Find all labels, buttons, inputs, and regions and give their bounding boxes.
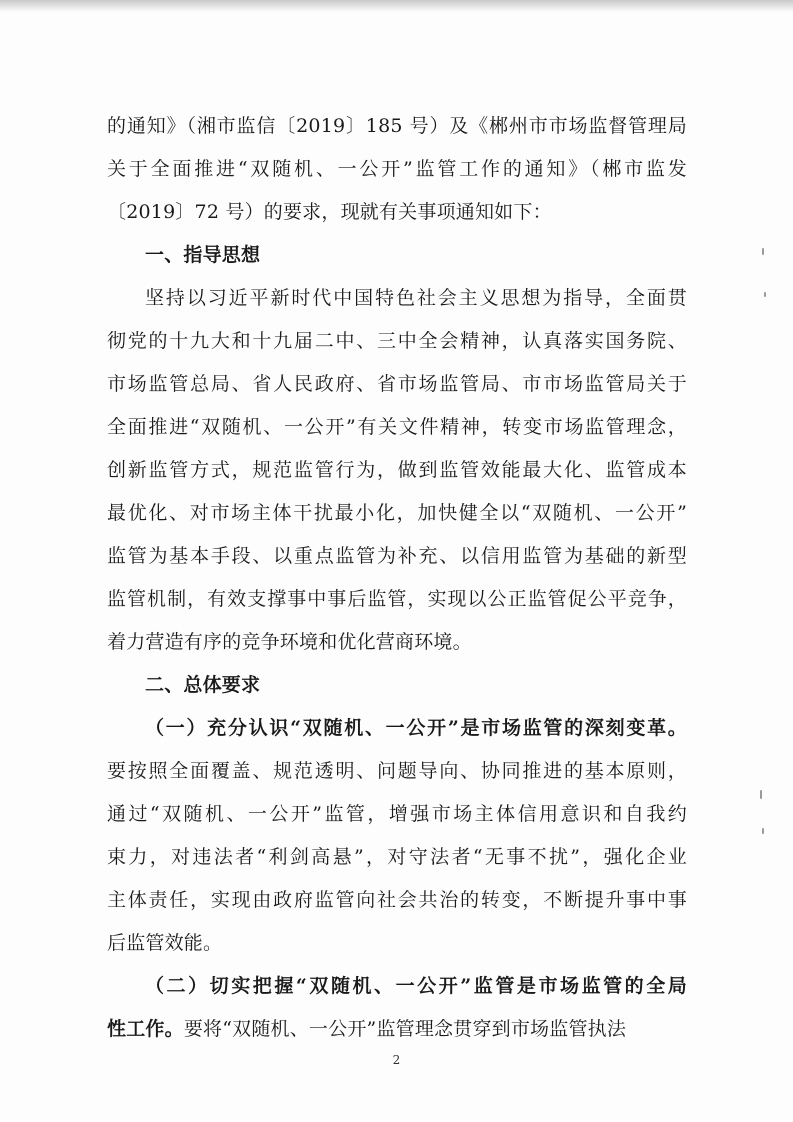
paragraph-line: 主体责任，实现由政府监管向社会共治的转变，不断提升事中事 xyxy=(107,889,687,911)
paragraph-line: 关于全面推进“双随机、一公开”监管工作的通知》（郴市监发 xyxy=(107,158,687,180)
paragraph-line: 要按照全面覆盖、规范透明、问题导向、协同推进的基本原则， xyxy=(107,760,687,782)
paragraph-line: 坚持以习近平新时代中国特色社会主义思想为指导，全面贯 xyxy=(145,287,687,309)
paragraph-line: 〔2019〕72 号）的要求，现就有关事项通知如下： xyxy=(107,201,552,223)
paragraph-line: 全面推进“双随机、一公开”有关文件精神，转变市场监管理念， xyxy=(107,416,687,438)
subsection-heading: （二）切实把握“双随机、一公开”监管是市场监管的全局 xyxy=(145,975,687,997)
scan-top-edge xyxy=(0,0,793,12)
subsection-heading: （一）充分认识“双随机、一公开”是市场监管的深刻变革。 xyxy=(145,717,687,739)
paragraph-line: 通过“双随机、一公开”监管，增强市场主体信用意识和自我约 xyxy=(107,803,687,825)
paragraph-line: 监管机制，有效支撑事中事后监管，实现以公正监管促公平竞争， xyxy=(107,588,687,610)
paragraph-line xyxy=(107,1017,687,1041)
paragraph-line: 的通知》（湘市监信〔2019〕185 号）及《郴州市市场监督管理局 xyxy=(107,115,687,137)
scan-speck xyxy=(762,248,764,255)
paragraph-line: 创新监管方式，规范监管行为，做到监管效能最大化、监管成本 xyxy=(107,459,687,481)
scan-speck xyxy=(760,790,762,799)
page-number: 2 xyxy=(392,1053,401,1067)
section-heading: 一、指导思想 xyxy=(145,244,261,266)
scan-speck xyxy=(762,828,764,834)
subsection-heading-tail: 性工作。 xyxy=(107,1018,184,1040)
paragraph-line: 监管为基本手段、以重点监管为补充、以信用监管为基础的新型 xyxy=(107,545,687,567)
paragraph-line: 着力营造有序的竞争环境和优化营商环境。 xyxy=(107,631,472,653)
paragraph-line: 彻党的十九大和十九届二中、三中全会精神，认真落实国务院、 xyxy=(107,330,687,352)
paragraph-line: 市场监管总局、省人民政府、省市场监管局、市市场监管局关于 xyxy=(107,373,687,395)
scan-speck xyxy=(764,292,766,297)
paragraph-line: 束力，对违法者“利剑高悬”，对守法者“无事不扰”，强化企业 xyxy=(107,846,687,868)
paragraph-line: 最优化、对市场主体干扰最小化，加快健全以“双随机、一公开” xyxy=(107,502,687,524)
paragraph-line: 后监管效能。 xyxy=(107,932,223,954)
section-heading: 二、总体要求 xyxy=(145,674,261,696)
paragraph-text: 要将“双随机、一公开”监管理念贯穿到市场监管执法 xyxy=(183,1018,627,1040)
